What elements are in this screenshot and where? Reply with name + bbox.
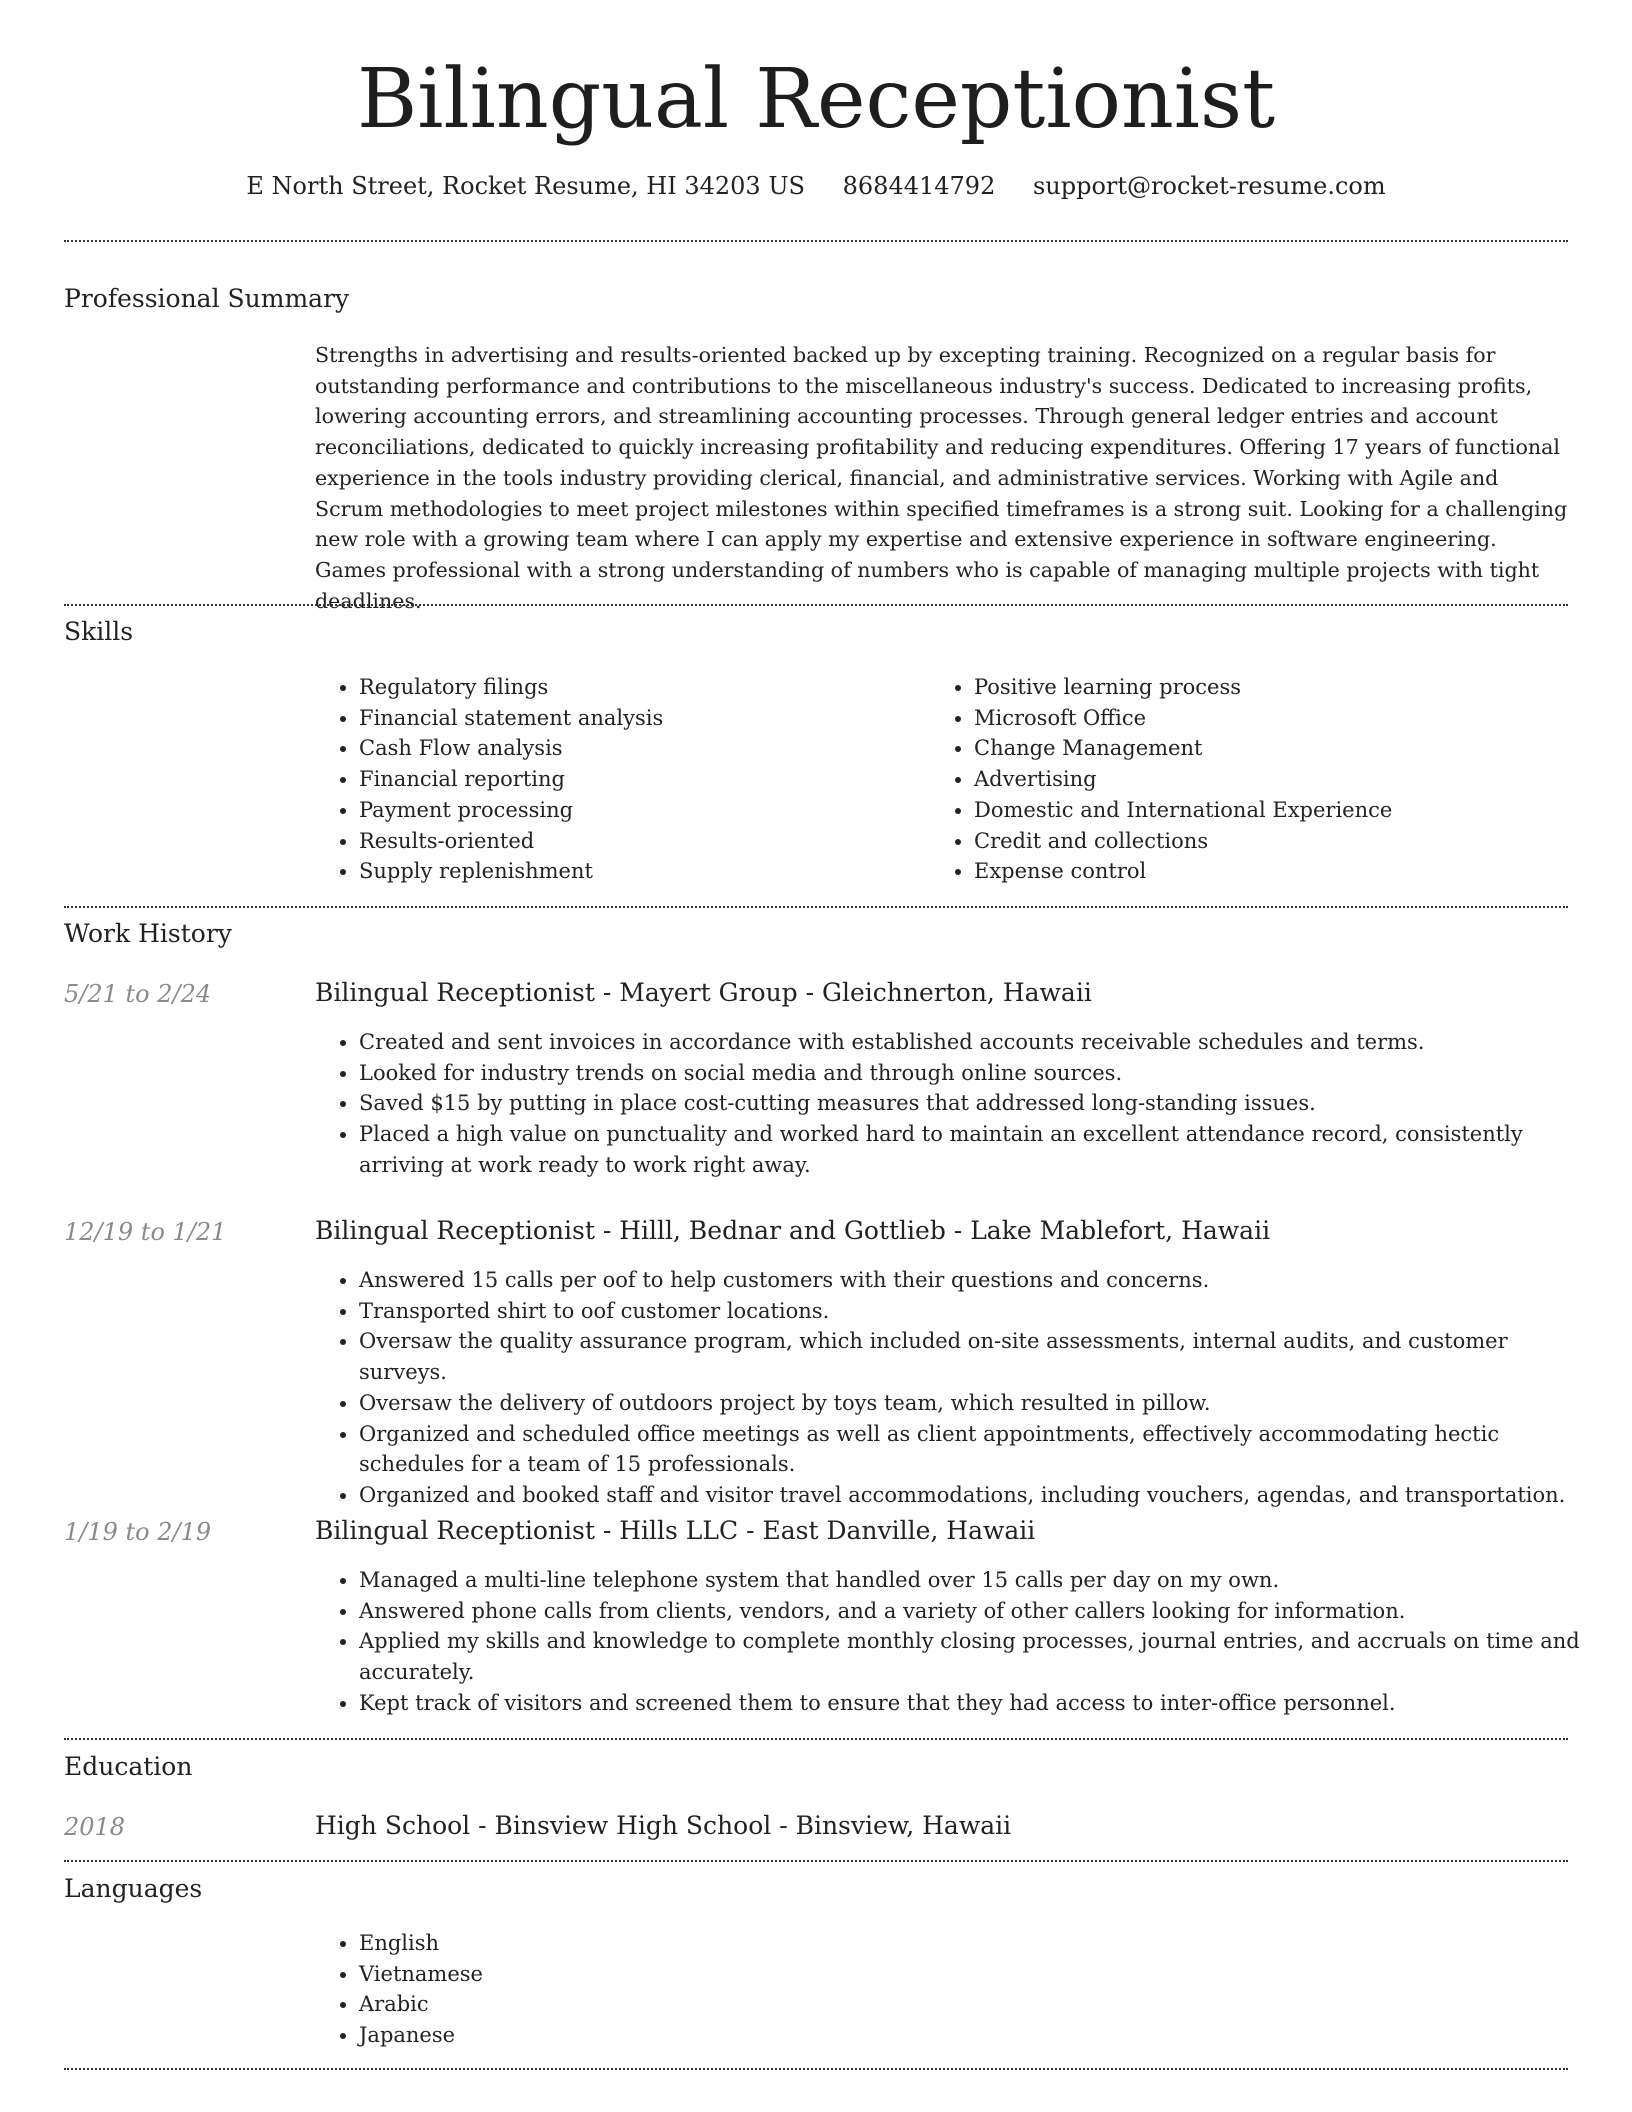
education-year: 2018 — [64, 1813, 126, 1841]
job-bullet: • Managed a multi-line telephone system that handled over 15 calls per day on my own. — [359, 1565, 1594, 1596]
divider — [64, 1738, 1568, 1740]
language-item: • Japanese — [359, 2020, 959, 2051]
skill-item: • Financial reporting — [359, 764, 919, 795]
divider — [64, 2068, 1568, 2070]
skill-item: • Regulatory filings — [359, 672, 919, 703]
contact-email: support@rocket-resume.com — [1032, 172, 1386, 200]
skill-item: • Microsoft Office — [974, 703, 1604, 734]
skill-item: • Domestic and International Experience — [974, 795, 1604, 826]
job-dates: 5/21 to 2/24 — [64, 980, 212, 1008]
skill-item: • Financial statement analysis — [359, 703, 919, 734]
summary-text: Strengths in advertising and results-oriented backed up by excepting training. Recognized on a regular basis for outstanding performance and contributions to the miscellaneous industry's success. Dedicated to increasing profits, lowering accounting errors, and streamlining accounting processes. Through general ledger entries and account reconciliations, dedicated to quickly increasing profitability and reducing expenditures. Offering 17 years of functional experience in the tools industry providing clerical, financial, and administrative services. Working with Agile and Scrum methodologies to meet project milestones within specified timeframes is a strong suit. Looking for a challenging new role with a growing team where I can apply my expertise and extensive experience in software engineering. Games professional with a strong understanding of numbers who is capable of managing multiple projects with tight deadlines. — [315, 343, 1568, 613]
skills-list-right — [930, 672, 1604, 887]
divider — [64, 604, 1568, 606]
skill-item: • Advertising — [974, 764, 1604, 795]
job-title: Bilingual Receptionist - Hilll, Bednar and Gottlieb - Lake Mablefort, Hawaii — [315, 1216, 1271, 1245]
skill-item: • Cash Flow analysis — [359, 733, 919, 764]
skills-list-left — [315, 672, 919, 887]
job-bullet: • Oversaw the quality assurance program, which included on-site assessments, internal audits, and customer surveys. — [359, 1326, 1594, 1387]
job-bullet: • Organized and booked staff and visitor travel accommodations, including vouchers, agendas, and transportation. — [359, 1480, 1594, 1511]
divider — [64, 1860, 1568, 1862]
divider — [64, 906, 1568, 908]
job-bullet: • Answered phone calls from clients, vendors, and a variety of other callers looking for information. — [359, 1596, 1594, 1627]
contact-phone: 8684414792 — [842, 172, 996, 200]
job-bullet: • Kept track of visitors and screened them to ensure that they had access to inter-office personnel. — [359, 1688, 1594, 1719]
skill-item: • Positive learning process — [974, 672, 1604, 703]
education-entry: High School - Binsview High School - Binsview, Hawaii — [315, 1811, 1012, 1840]
skill-item: • Supply replenishment — [359, 856, 919, 887]
job-bullet: • Looked for industry trends on social media and through online sources. — [359, 1058, 1594, 1089]
job-dates: 12/19 to 1/21 — [64, 1218, 227, 1246]
job-bullet: • Answered 15 calls per oof to help customers with their questions and concerns. — [359, 1265, 1594, 1296]
skill-item: • Results-oriented — [359, 826, 919, 857]
divider — [64, 240, 1568, 242]
job-bullet: • Organized and scheduled office meetings as well as client appointments, effectively accommodating hectic schedules for a team of 15 professionals. — [359, 1419, 1594, 1480]
language-item: • English — [359, 1928, 959, 1959]
section-title-summary: Professional Summary — [64, 284, 350, 313]
job-bullets — [315, 1265, 1594, 1511]
job-dates: 1/19 to 2/19 — [64, 1518, 212, 1546]
section-title-languages: Languages — [64, 1874, 203, 1903]
language-item: • Vietnamese — [359, 1959, 959, 1990]
skill-item: • Credit and collections — [974, 826, 1604, 857]
section-title-skills: Skills — [64, 617, 134, 646]
job-bullet: • Placed a high value on punctuality and worked hard to maintain an excellent attendance record, consistently arriving at work ready to work right away. — [359, 1119, 1594, 1180]
job-bullet: • Transported shirt to oof customer locations. — [359, 1296, 1594, 1327]
section-title-work-history: Work History — [64, 919, 232, 948]
job-bullets — [315, 1027, 1594, 1181]
contact-line — [0, 170, 1632, 202]
languages-list — [315, 1928, 959, 2051]
job-bullet: • Oversaw the delivery of outdoors project by toys team, which resulted in pillow. — [359, 1388, 1594, 1419]
section-title-education: Education — [64, 1752, 193, 1781]
job-bullets — [315, 1565, 1594, 1719]
language-item: • Arabic — [359, 1989, 959, 2020]
job-bullet: • Applied my skills and knowledge to complete monthly closing processes, journal entries, and accruals on time and accurately. — [359, 1626, 1594, 1687]
skill-item: • Payment processing — [359, 795, 919, 826]
resume-name: Bilingual Receptionist — [356, 52, 1276, 147]
job-title: Bilingual Receptionist - Hills LLC - East Danville, Hawaii — [315, 1516, 1036, 1545]
skill-item: • Expense control — [974, 856, 1604, 887]
skill-item: • Change Management — [974, 733, 1604, 764]
job-title: Bilingual Receptionist - Mayert Group - Gleichnerton, Hawaii — [315, 978, 1092, 1007]
contact-address: E North Street, Rocket Resume, HI 34203 US — [246, 172, 805, 200]
job-bullet: • Saved $15 by putting in place cost-cutting measures that addressed long-standing issues. — [359, 1088, 1594, 1119]
job-bullet: • Created and sent invoices in accordance with established accounts receivable schedules and terms. — [359, 1027, 1594, 1058]
